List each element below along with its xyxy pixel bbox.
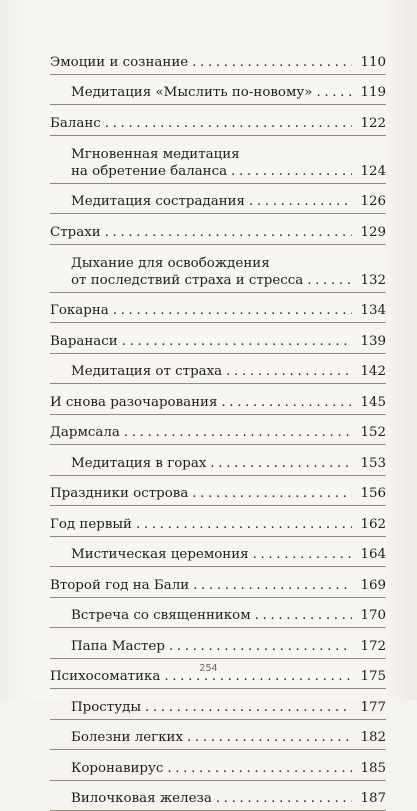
toc-entry-title-text: Психосоматика	[50, 669, 160, 684]
toc-entry	[50, 415, 386, 446]
dot-leader	[206, 456, 352, 471]
toc-entry-page: 122	[360, 115, 386, 132]
toc-entry-title-text: И снова разочарования	[50, 395, 217, 410]
toc-entry-page: 185	[360, 760, 386, 777]
toc-entry-title	[71, 729, 352, 746]
toc-entry	[50, 44, 386, 75]
dot-leader	[249, 547, 352, 562]
toc-entry-title	[71, 255, 352, 289]
toc-entry	[50, 750, 386, 781]
toc-entry-title-text: Год первый	[50, 517, 132, 532]
toc-entry-title-line1: Мгновенная медитация	[71, 146, 352, 163]
toc-entry-page: 162	[360, 516, 386, 533]
table-of-contents	[50, 44, 386, 811]
toc-entry-page: 110	[360, 54, 386, 71]
dot-leader	[222, 364, 352, 379]
toc-entry-page: 119	[360, 84, 386, 101]
toc-entry-title	[50, 516, 352, 533]
toc-entry	[50, 476, 386, 507]
toc-entry	[50, 323, 386, 354]
dot-leader	[101, 225, 352, 240]
toc-entry	[50, 537, 386, 568]
toc-entry	[50, 75, 386, 106]
toc-entry	[50, 184, 386, 215]
dot-leader	[312, 85, 352, 100]
toc-entry-title	[50, 224, 352, 241]
toc-entry-title	[71, 607, 352, 624]
toc-entry-page: 187	[360, 790, 386, 807]
toc-entry-title	[71, 790, 352, 807]
dot-leader	[120, 425, 352, 440]
toc-entry	[50, 384, 386, 415]
toc-entry	[50, 293, 386, 324]
toc-entry-title-text: Встреча со священником	[71, 608, 251, 623]
dot-leader	[188, 55, 352, 70]
toc-entry-title-text: Медитация «Мыслить по-новому»	[71, 85, 312, 100]
dot-leader	[165, 639, 352, 654]
toc-entry-page: 164	[360, 546, 386, 563]
toc-entry-page: 177	[360, 699, 386, 716]
toc-entry	[50, 781, 386, 811]
toc-entry-title-text: Мистическая церемония	[71, 547, 249, 562]
dot-leader	[303, 273, 352, 288]
dot-leader	[109, 303, 352, 318]
toc-entry-page: 129	[360, 224, 386, 241]
toc-entry-title	[50, 333, 352, 350]
toc-entry-title	[50, 577, 352, 594]
toc-entry	[50, 598, 386, 629]
dot-leader	[132, 517, 352, 532]
toc-entry	[50, 214, 386, 245]
toc-entry-page: 169	[360, 577, 386, 594]
toc-entry-title	[50, 424, 352, 441]
toc-entry-title-text: Медитация сострадания	[71, 194, 245, 209]
toc-entry-title-text: Гокарна	[50, 303, 109, 318]
toc-entry-title	[50, 54, 352, 71]
toc-entry-title-line1: Дыхание для освобождения	[71, 255, 352, 272]
toc-entry-title-text: Коронавирус	[71, 761, 163, 776]
toc-entry-page: 153	[360, 455, 386, 472]
toc-entry-page: 126	[360, 193, 386, 210]
dot-leader	[217, 395, 352, 410]
toc-entry-page: 152	[360, 424, 386, 441]
toc-entry-page: 175	[360, 668, 386, 685]
toc-entry-title	[71, 193, 352, 210]
dot-leader	[101, 116, 352, 131]
toc-entry-title-text: Медитация от страха	[71, 364, 222, 379]
toc-entry-title	[50, 394, 352, 411]
toc-entry	[50, 567, 386, 598]
toc-entry-title-text: Болезни легких	[71, 730, 183, 745]
toc-entry	[50, 720, 386, 751]
toc-entry-title	[71, 760, 352, 777]
dot-leader	[227, 164, 352, 179]
toc-entry-title	[50, 115, 352, 132]
toc-entry-page: 134	[360, 302, 386, 319]
toc-entry	[50, 445, 386, 476]
dot-leader	[251, 608, 352, 623]
toc-entry	[50, 506, 386, 537]
toc-entry	[50, 354, 386, 385]
toc-entry-title-text: Простуды	[71, 700, 141, 715]
toc-entry-title	[50, 485, 352, 502]
toc-entry-title-text: Медитация в горах	[71, 456, 206, 471]
toc-entry-title	[71, 699, 352, 716]
toc-entry-title-text: Праздники острова	[50, 486, 188, 501]
dot-leader	[183, 730, 352, 745]
dot-leader	[118, 334, 352, 349]
toc-entry-title	[71, 546, 352, 563]
toc-entry	[50, 245, 386, 293]
dot-leader	[163, 761, 352, 776]
toc-entry-title-text: Папа Мастер	[71, 639, 165, 654]
dot-leader	[212, 791, 352, 806]
toc-entry	[50, 628, 386, 659]
toc-entry-title	[71, 84, 352, 101]
toc-entry-title-line2: на обретение баланса	[71, 164, 227, 179]
toc-entry-page: 139	[360, 333, 386, 350]
toc-entry	[50, 689, 386, 720]
toc-entry-title-line2: от последствий страха и стресса	[71, 273, 303, 288]
toc-entry-title	[71, 146, 352, 180]
dot-leader	[188, 486, 352, 501]
dot-leader	[245, 194, 352, 209]
dot-leader	[189, 578, 352, 593]
toc-entry-page: 132	[360, 272, 386, 289]
toc-entry-title	[71, 363, 352, 380]
toc-entry-title	[71, 638, 352, 655]
toc-entry-title-text: Эмоции и сознание	[50, 55, 188, 70]
toc-entry	[50, 136, 386, 184]
toc-entry-title-text: Вилочковая железа	[71, 791, 212, 806]
toc-entry-title-text: Страхи	[50, 225, 101, 240]
toc-entry-title	[50, 302, 352, 319]
toc-entry-page: 182	[360, 729, 386, 746]
toc-entry-title-text: Второй год на Бали	[50, 578, 189, 593]
toc-entry-page: 142	[360, 363, 386, 380]
toc-entry	[50, 105, 386, 136]
dot-leader	[141, 700, 352, 715]
toc-entry-page: 124	[360, 163, 386, 180]
toc-entry-title-text: Баланс	[50, 116, 101, 131]
toc-entry-page: 170	[360, 607, 386, 624]
page-number: 254	[0, 663, 417, 674]
toc-entry-title	[71, 455, 352, 472]
toc-entry-title-text: Варанаси	[50, 334, 118, 349]
toc-entry-title-text: Дармсала	[50, 425, 120, 440]
toc-entry-page: 172	[360, 638, 386, 655]
toc-entry-page: 156	[360, 485, 386, 502]
toc-entry-page: 145	[360, 394, 386, 411]
